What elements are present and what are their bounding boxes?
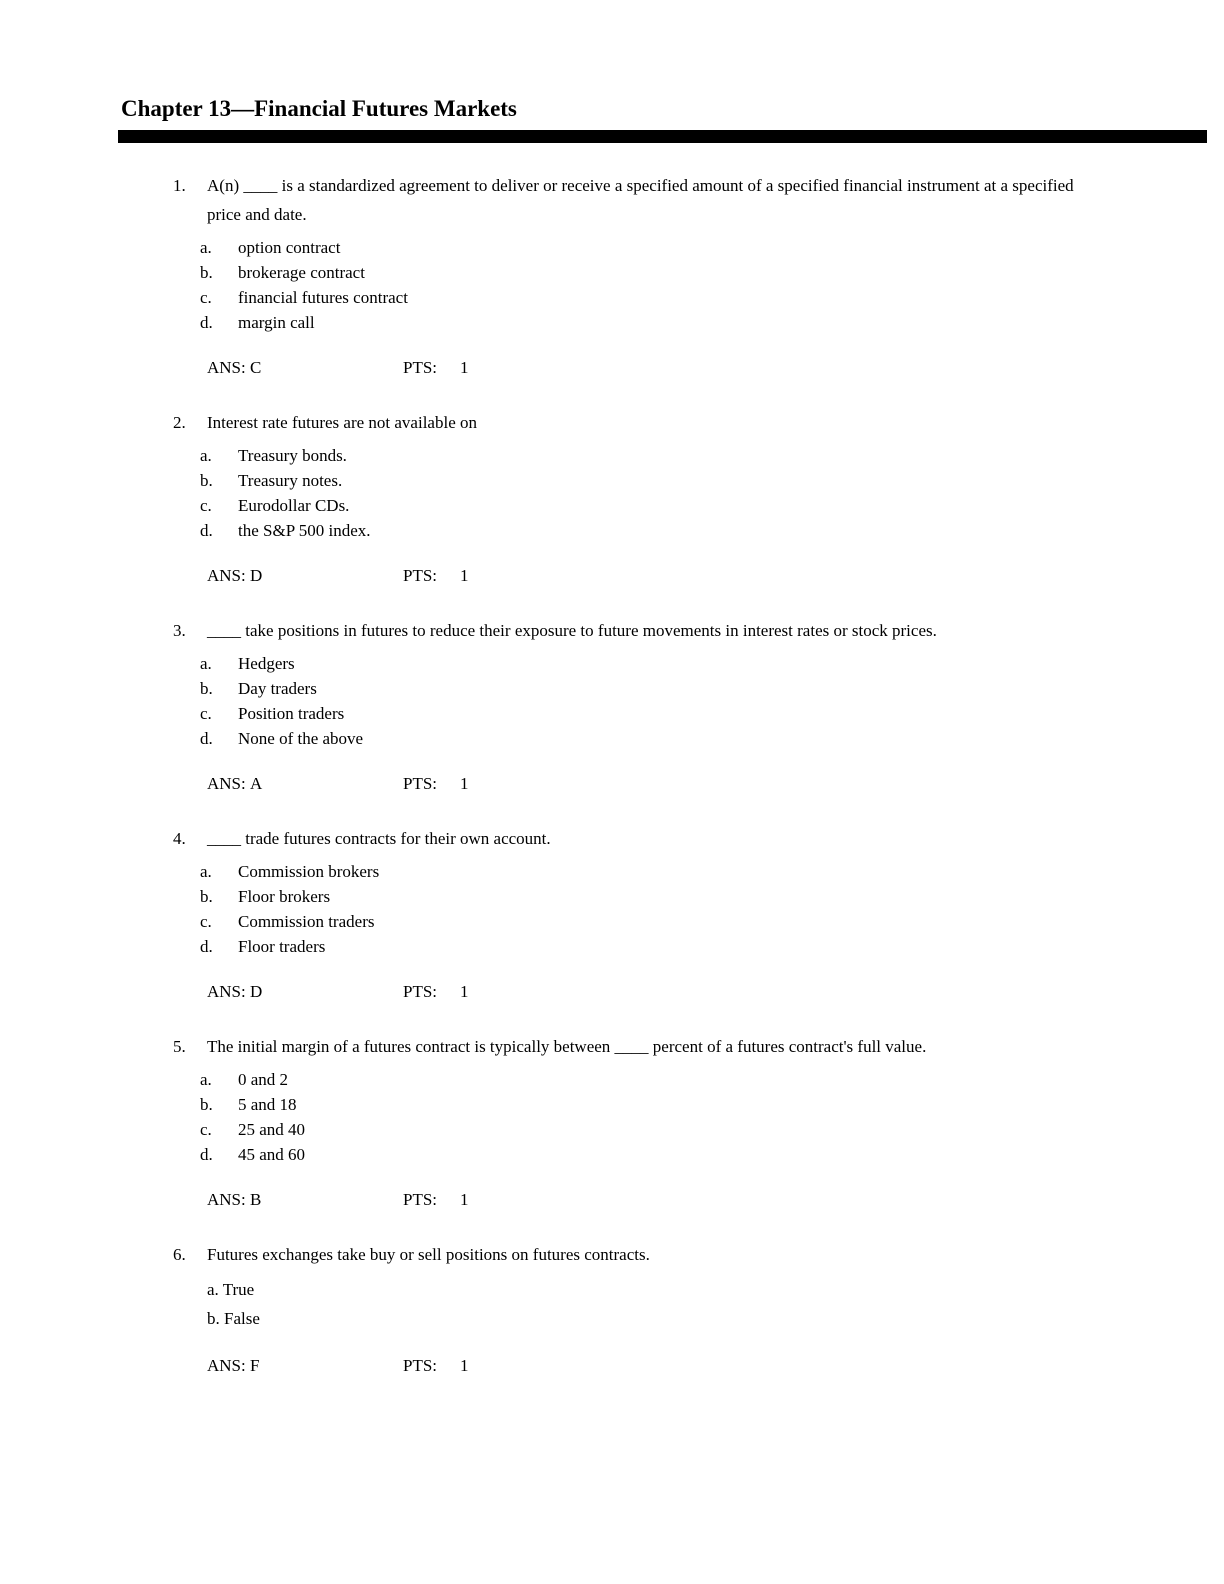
option-row bbox=[200, 518, 1224, 543]
option-letter: a. bbox=[200, 238, 212, 257]
answer-value: F bbox=[250, 1356, 260, 1375]
option-text: None of the above bbox=[238, 729, 364, 748]
option-text: the S&P 500 index. bbox=[238, 521, 371, 540]
points-label: PTS: bbox=[403, 1190, 438, 1209]
option-text: 45 and 60 bbox=[238, 1145, 306, 1164]
option-row bbox=[200, 909, 1224, 934]
answer-label: ANS: bbox=[207, 566, 246, 585]
option-row bbox=[200, 1092, 1224, 1117]
answer-label: ANS: bbox=[207, 982, 246, 1001]
option-text: Hedgers bbox=[238, 654, 295, 673]
answer-value: B bbox=[250, 1190, 262, 1209]
points-label: PTS: bbox=[403, 774, 438, 793]
question-list bbox=[173, 171, 1224, 1378]
option-letter: b. bbox=[200, 887, 213, 906]
option-text: Eurodollar CDs. bbox=[238, 496, 350, 515]
question-number: 2. bbox=[173, 413, 186, 432]
option-letter: d. bbox=[200, 313, 213, 332]
question-number: 3. bbox=[173, 621, 186, 640]
option-text: 5 and 18 bbox=[238, 1095, 297, 1114]
points-value: 1 bbox=[460, 1356, 469, 1375]
option-list bbox=[207, 1275, 1224, 1333]
option-row bbox=[207, 1304, 1224, 1333]
question-number: 6. bbox=[173, 1245, 186, 1264]
option-row bbox=[200, 468, 1224, 493]
option-text: Commission traders bbox=[238, 912, 375, 931]
option-letter: b. bbox=[200, 471, 213, 490]
question-line bbox=[173, 616, 1100, 645]
option-text: Position traders bbox=[238, 704, 345, 723]
option-text: 0 and 2 bbox=[238, 1070, 289, 1089]
answer-label: ANS: bbox=[207, 1356, 246, 1375]
question-block bbox=[173, 1032, 1224, 1212]
option-letter: c. bbox=[200, 1120, 212, 1139]
option-text: margin call bbox=[238, 313, 315, 332]
question-number: 1. bbox=[173, 176, 186, 195]
option-letter: a. bbox=[200, 654, 212, 673]
answer-row bbox=[207, 979, 1224, 1004]
option-letter: c. bbox=[200, 704, 212, 723]
question-number: 5. bbox=[173, 1037, 186, 1056]
points-label: PTS: bbox=[403, 1356, 438, 1375]
option-text: Commission brokers bbox=[238, 862, 380, 881]
option-row bbox=[200, 1142, 1224, 1167]
question-text: A(n) ____ is a standardized agreement to deliver or receive a specified amount of a specified financial instrument at a specified price and date. bbox=[207, 176, 1074, 224]
question-block bbox=[173, 824, 1224, 1004]
option-letter: a. bbox=[200, 1070, 212, 1089]
option-letter: b. bbox=[200, 679, 213, 698]
option-letter: d. bbox=[200, 521, 213, 540]
option-list bbox=[200, 651, 1224, 751]
option-row bbox=[200, 493, 1224, 518]
answer-row bbox=[207, 355, 1224, 380]
answer-value: C bbox=[250, 358, 262, 377]
answer-value: A bbox=[250, 774, 263, 793]
option-row bbox=[200, 285, 1224, 310]
question-text: Futures exchanges take buy or sell positions on futures contracts. bbox=[207, 1245, 650, 1264]
question-block bbox=[173, 616, 1224, 796]
question-line bbox=[173, 1032, 1100, 1061]
option-letter: a. bbox=[200, 446, 212, 465]
answer-value: D bbox=[250, 982, 263, 1001]
option-row bbox=[200, 235, 1224, 260]
option-list bbox=[200, 1067, 1224, 1167]
points-label: PTS: bbox=[403, 566, 438, 585]
answer-row bbox=[207, 1353, 1224, 1378]
question-text: ____ take positions in futures to reduce their exposure to future movements in interest rates or stock prices. bbox=[207, 621, 937, 640]
option-text: Floor traders bbox=[238, 937, 326, 956]
option-row bbox=[200, 443, 1224, 468]
points-value: 1 bbox=[460, 566, 469, 585]
question-number: 4. bbox=[173, 829, 186, 848]
answer-label: ANS: bbox=[207, 1190, 246, 1209]
question-line bbox=[173, 1240, 1100, 1269]
points-label: PTS: bbox=[403, 982, 438, 1001]
option-letter: b. bbox=[200, 1095, 213, 1114]
answer-row bbox=[207, 1187, 1224, 1212]
option-text: a. True bbox=[207, 1280, 255, 1299]
points-value: 1 bbox=[460, 982, 469, 1001]
option-letter: b. bbox=[200, 263, 213, 282]
option-row bbox=[207, 1275, 1224, 1304]
option-letter: c. bbox=[200, 912, 212, 931]
option-row bbox=[200, 676, 1224, 701]
option-letter: d. bbox=[200, 937, 213, 956]
option-list bbox=[200, 859, 1224, 959]
option-text: Treasury bonds. bbox=[238, 446, 347, 465]
option-row bbox=[200, 726, 1224, 751]
question-text: ____ trade futures contracts for their own account. bbox=[207, 829, 551, 848]
points-value: 1 bbox=[460, 358, 469, 377]
answer-row bbox=[207, 563, 1224, 588]
option-letter: c. bbox=[200, 288, 212, 307]
option-list bbox=[200, 235, 1224, 335]
question-line bbox=[173, 408, 1100, 437]
option-letter: c. bbox=[200, 496, 212, 515]
option-row bbox=[200, 934, 1224, 959]
question-text: Interest rate futures are not available on bbox=[207, 413, 477, 432]
option-row bbox=[200, 651, 1224, 676]
option-row bbox=[200, 1117, 1224, 1142]
option-text: option contract bbox=[238, 238, 341, 257]
title-rule-divider bbox=[118, 130, 1207, 143]
option-text: Day traders bbox=[238, 679, 317, 698]
question-block bbox=[173, 408, 1224, 588]
option-text: 25 and 40 bbox=[238, 1120, 306, 1139]
option-row bbox=[200, 859, 1224, 884]
option-row bbox=[200, 701, 1224, 726]
option-text: financial futures contract bbox=[238, 288, 408, 307]
answer-label: ANS: bbox=[207, 358, 246, 377]
option-letter: d. bbox=[200, 1145, 213, 1164]
option-letter: d. bbox=[200, 729, 213, 748]
points-value: 1 bbox=[460, 1190, 469, 1209]
answer-value: D bbox=[250, 566, 263, 585]
option-text: brokerage contract bbox=[238, 263, 365, 282]
question-block bbox=[173, 171, 1224, 380]
page-title: Chapter 13—Financial Futures Markets bbox=[121, 96, 517, 121]
option-text: Floor brokers bbox=[238, 887, 331, 906]
option-text: Treasury notes. bbox=[238, 471, 343, 490]
option-letter: a. bbox=[200, 862, 212, 881]
option-text: b. False bbox=[207, 1309, 260, 1328]
option-row bbox=[200, 884, 1224, 909]
option-row bbox=[200, 310, 1224, 335]
option-row bbox=[200, 1067, 1224, 1092]
option-row bbox=[200, 260, 1224, 285]
question-line bbox=[173, 171, 1100, 229]
answer-label: ANS: bbox=[207, 774, 246, 793]
points-value: 1 bbox=[460, 774, 469, 793]
points-label: PTS: bbox=[403, 358, 438, 377]
question-block bbox=[173, 1240, 1224, 1378]
answer-row bbox=[207, 771, 1224, 796]
question-text: The initial margin of a futures contract is typically between ____ percent of a futures contract's full value. bbox=[207, 1037, 927, 1056]
option-list bbox=[200, 443, 1224, 543]
question-line bbox=[173, 824, 1100, 853]
